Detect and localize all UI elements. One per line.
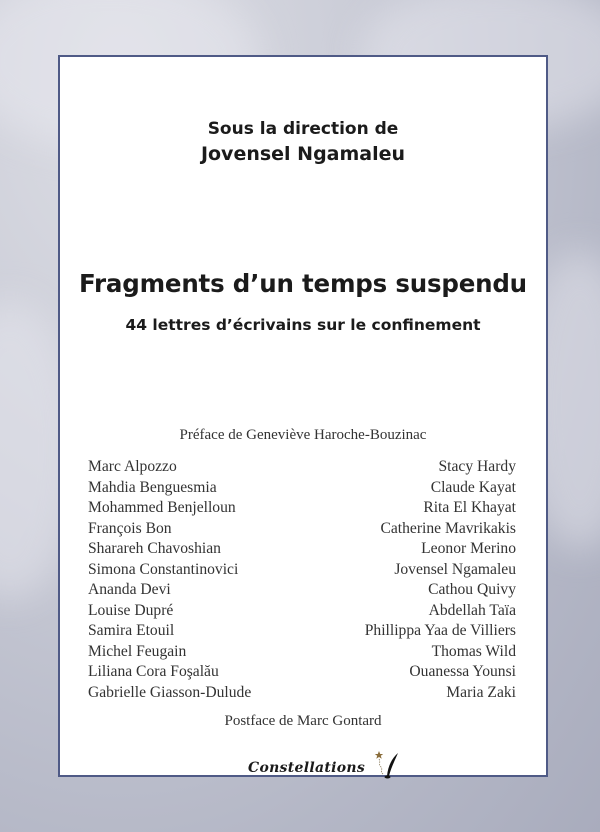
author-name: Stacy Hardy (438, 458, 516, 475)
author-name: Louise Dupré (88, 601, 174, 619)
author-name: Thomas Wild (431, 642, 516, 660)
book-title: Fragments d’un temps suspendu (79, 269, 527, 298)
author-name: Catherine Mavrikakis (380, 519, 516, 537)
author-name: François Bon (88, 519, 172, 537)
author-name: Leonor Merino (421, 540, 516, 557)
author-name: Simona Constantinovici (88, 560, 239, 578)
author-name: Marc Alpozzo (88, 458, 177, 475)
book-subtitle: 44 lettres d’écrivains sur le confinement (125, 316, 481, 334)
author-name: Samira Etouil (88, 622, 175, 639)
preface-credit: Préface de Geneviève Haroche-Bouzinac (179, 427, 427, 443)
postface-credit: Postface de Marc Gontard (224, 713, 382, 729)
author-name: Cathou Quivy (428, 581, 516, 598)
author-name: Gabrielle Giasson-Dulude (88, 683, 252, 701)
author-name: Mohammed Benjelloun (88, 499, 236, 516)
direction-label: Sous la direction de (207, 119, 399, 139)
author-name: Phillippa Yaa de Villiers (364, 622, 516, 639)
author-name: Ouanessa Younsi (409, 663, 516, 680)
author-name: Jovensel Ngamaleu (394, 560, 516, 578)
author-name: Michel Feugain (88, 642, 187, 660)
editor-name: Jovensel Ngamaleu (200, 143, 406, 165)
publisher-logo (248, 750, 408, 780)
author-name: Maria Zaki (446, 683, 516, 701)
author-name: Ananda Devi (88, 581, 171, 598)
author-name: Sharareh Chavoshian (88, 540, 221, 557)
quill-star-icon (374, 750, 404, 780)
author-name: Mahdia Benguesmia (88, 478, 217, 496)
author-name: Rita El Khayat (423, 499, 516, 516)
authors-right-column (365, 457, 516, 703)
authors-left-column (88, 457, 251, 703)
publisher-name: Constellations (248, 760, 366, 776)
book-cover-frame (58, 55, 548, 777)
author-name: Abdellah Taïa (428, 601, 516, 619)
author-name: Claude Kayat (430, 478, 516, 496)
author-name: Liliana Cora Foşalău (88, 663, 219, 680)
